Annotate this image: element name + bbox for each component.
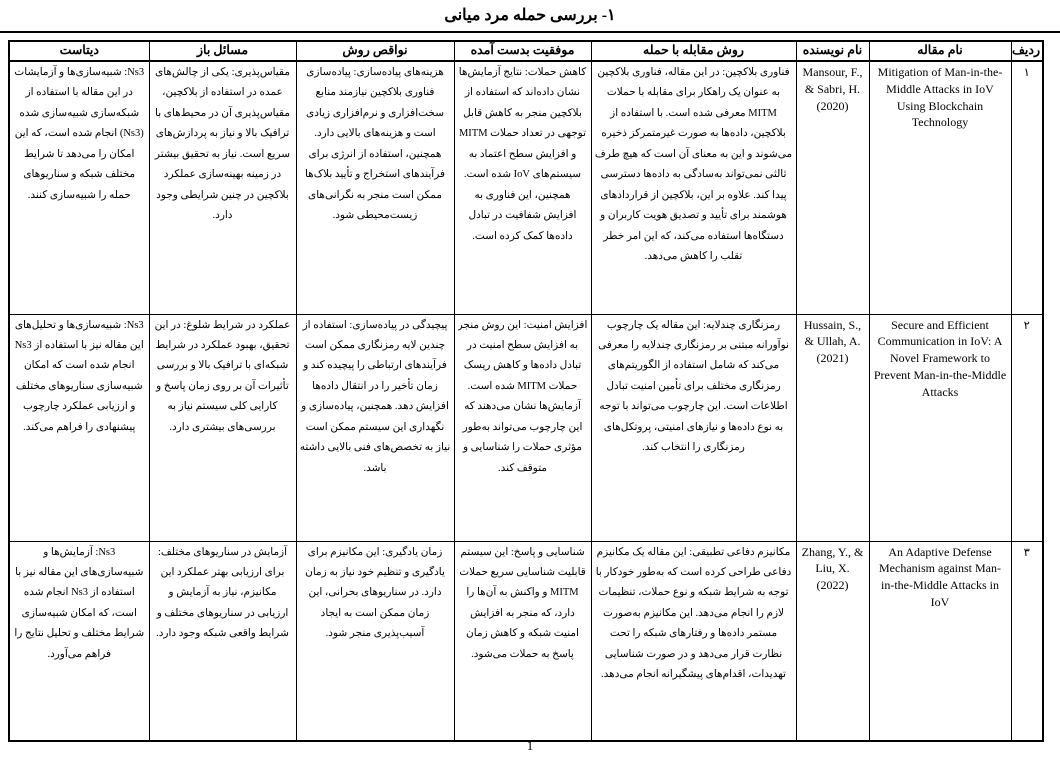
header-author-name: نام نویسنده xyxy=(796,41,869,61)
header-row-number: ردیف xyxy=(1011,41,1043,61)
cell-article-name: An Adaptive Defense Mechanism against Man-in-the-Middle Attacks in IoV xyxy=(869,541,1011,741)
cell-dataset: Ns3: آزمایش‌ها و شبیه‌سازی‌های این مقاله نیز با استفاده از Ns3 انجام شده است، که امکان شبیه‌سازی شرایط مختلف و تحلیل نتایج را فراهم می‌آورد. xyxy=(9,541,149,741)
cell-author-name: Zhang, Y., & Liu, X. (2022) xyxy=(796,541,869,741)
header-dataset: دیتاست xyxy=(9,41,149,61)
cell-author-name: Hussain, S., & Ullah, A. (2021) xyxy=(796,314,869,541)
cell-open-issues: عملکرد در شرایط شلوغ: در این تحقیق، بهبود عملکرد در شرایط شبکه‌ای با ترافیک بالا و بررسی تأثیرات آن بر روی زمان پاسخ و کارایی کلی سیستم نیاز به بررسی‌های بیشتری دارد. xyxy=(149,314,296,541)
page-number: 1 xyxy=(526,738,534,753)
cell-countermeasure-method: رمزنگاری چندلایه: این مقاله یک چارچوب نوآورانه مبتنی بر رمزنگاری چندلایه را معرفی می‌کند که شامل استفاده از الگوریتم‌های رمزنگاری مختلف برای تأمین امنیت تبادل اطلاعات است. این چارچوب می‌تواند با توجه به نوع داده‌ها و نیازهای امنیتی، پروتکل‌های رمزنگاری را انتخاب کند. xyxy=(591,314,796,541)
cell-countermeasure-method: مکانیزم دفاعی تطبیقی: این مقاله یک مکانیزم دفاعی طراحی کرده است که به‌طور خودکار با توجه به شرایط شبکه و نوع حملات، تنظیمات لازم را انجام می‌دهد. این مکانیزم به‌صورت مستمر داده‌ها و رفتارهای شبکه را تحت نظارت قرار می‌دهد و در صورت شناسایی تهدیدات، اقدام‌های پیشگیرانه انجام می‌دهد. xyxy=(591,541,796,741)
cell-article-name: Secure and Efficient Communication in IoV: A Novel Framework to Prevent Man-in-the-Middle Attacks xyxy=(869,314,1011,541)
horizontal-divider xyxy=(0,31,1060,33)
cell-method-flaws: پیچیدگی در پیاده‌سازی: استفاده از چندین لایه رمزنگاری ممکن است فرآیندهای ارتباطی را پیچیده کند و زمان تأخیر را در انتقال داده‌ها افزایش دهد. همچنین، پیاده‌سازی و نگهداری این سیستم ممکن است نیاز به تخصص‌های فنی بالایی داشته باشد. xyxy=(296,314,454,541)
cell-dataset: Ns3: شبیه‌سازی‌ها و تحلیل‌های این مقاله نیز با استفاده از Ns3 انجام شده است که امکان شبیه‌سازی سناریوهای مختلف و ارزیابی عملکرد چارچوب پیشنهادی را فراهم می‌کند. xyxy=(9,314,149,541)
cell-open-issues: آزمایش در سناریوهای مختلف: برای ارزیابی بهتر عملکرد این مکانیزم، نیاز به آزمایش و ارزیابی در سناریوهای مختلف و شرایط واقعی شبکه وجود دارد. xyxy=(149,541,296,741)
cell-countermeasure-method: فناوری بلاکچین: در این مقاله، فناوری بلاکچین به عنوان یک راهکار برای مقابله با حملات MITM معرفی شده است. با استفاده از بلاکچین، داده‌ها به صورت غیرمتمرکز ذخیره می‌شوند و این به معنای آن است که هیچ طرف ثالثی نمی‌تواند به‌سادگی به داده‌ها دسترسی پیدا کند. علاوه بر این، بلاکچین از قراردادهای هوشمند برای تأیید و تصدیق هویت کاربران و دستگاه‌ها استفاده می‌کند، که این امر خطر تقلب را کاهش می‌دهد. xyxy=(591,61,796,314)
header-article-name: نام مقاله xyxy=(869,41,1011,61)
cell-author-name: Mansour, F., & Sabri, H. (2020) xyxy=(796,61,869,314)
cell-achieved-success: کاهش حملات: نتایج آزمایش‌ها نشان داده‌اند که استفاده از بلاکچین منجر به کاهش قابل توجهی در تعداد حملات MITM و افزایش سطح اعتماد به سیستم‌های IoV شده است. همچنین، این فناوری به افزایش شفافیت در تبادل داده‌ها کمک کرده است. xyxy=(454,61,591,314)
page-title: ۱- بررسی حمله مرد میانی xyxy=(444,7,616,24)
header-method-flaws: نواقص روش xyxy=(296,41,454,61)
review-table xyxy=(8,40,1044,742)
cell-dataset: Ns3: شبیه‌سازی‌ها و آزمایشات در این مقاله با استفاده از شبکه‌سازی شبیه‌سازی شده (Ns3) انجام شده است، که این امکان را می‌دهد تا شرایط مختلف شبکه و سناریوهای حمله را شبیه‌سازی کنند. xyxy=(9,61,149,314)
cell-row-number: ۱ xyxy=(1011,61,1043,314)
cell-achieved-success: افزایش امنیت: این روش منجر به افزایش سطح امنیت در تبادل داده‌ها و کاهش ریسک حملات MITM شده است. آزمایش‌ها نشان می‌دهند که این چارچوب می‌تواند به‌طور مؤثری حملات را شناسایی و متوقف کند. xyxy=(454,314,591,541)
header-open-issues: مسائل باز xyxy=(149,41,296,61)
cell-achieved-success: شناسایی و پاسخ: این سیستم قابلیت شناسایی سریع حملات MITM و واکنش به آن‌ها را دارد، که منجر به افزایش امنیت شبکه و کاهش زمان پاسخ به حملات می‌شود. xyxy=(454,541,591,741)
cell-row-number: ۲ xyxy=(1011,314,1043,541)
table-row xyxy=(9,61,1043,314)
header-countermeasure-method: روش مقابله با حمله xyxy=(591,41,796,61)
table-row xyxy=(9,314,1043,541)
table-row xyxy=(9,541,1043,741)
cell-method-flaws: هزینه‌های پیاده‌سازی: پیاده‌سازی فناوری بلاکچین نیازمند منابع سخت‌افزاری و نرم‌افزاری زیادی است و هزینه‌های بالایی دارد. همچنین، استفاده از انرژی برای فرآیندهای استخراج و تأیید بلاک‌ها ممکن است منجر به نگرانی‌های زیست‌محیطی شود. xyxy=(296,61,454,314)
cell-open-issues: مقیاس‌پذیری: یکی از چالش‌های عمده در استفاده از بلاکچین، مقیاس‌پذیری آن در محیط‌های با ترافیک بالا و نیاز به پردازش‌های سریع است. نیاز به تحقیق بیشتر در زمینه بهینه‌سازی عملکرد بلاکچین در چنین شرایطی وجود دارد. xyxy=(149,61,296,314)
table-header-row xyxy=(9,41,1043,61)
header-achieved-success: موفقیت بدست آمده xyxy=(454,41,591,61)
cell-article-name: Mitigation of Man-in-the-Middle Attacks in IoV Using Blockchain Technology xyxy=(869,61,1011,314)
cell-row-number: ۳ xyxy=(1011,541,1043,741)
cell-method-flaws: زمان یادگیری: این مکانیزم برای یادگیری و تنظیم خود نیاز به زمان دارد. در سناریوهای بحرانی، این زمان ممکن است به ایجاد آسیب‌پذیری منجر شود. xyxy=(296,541,454,741)
